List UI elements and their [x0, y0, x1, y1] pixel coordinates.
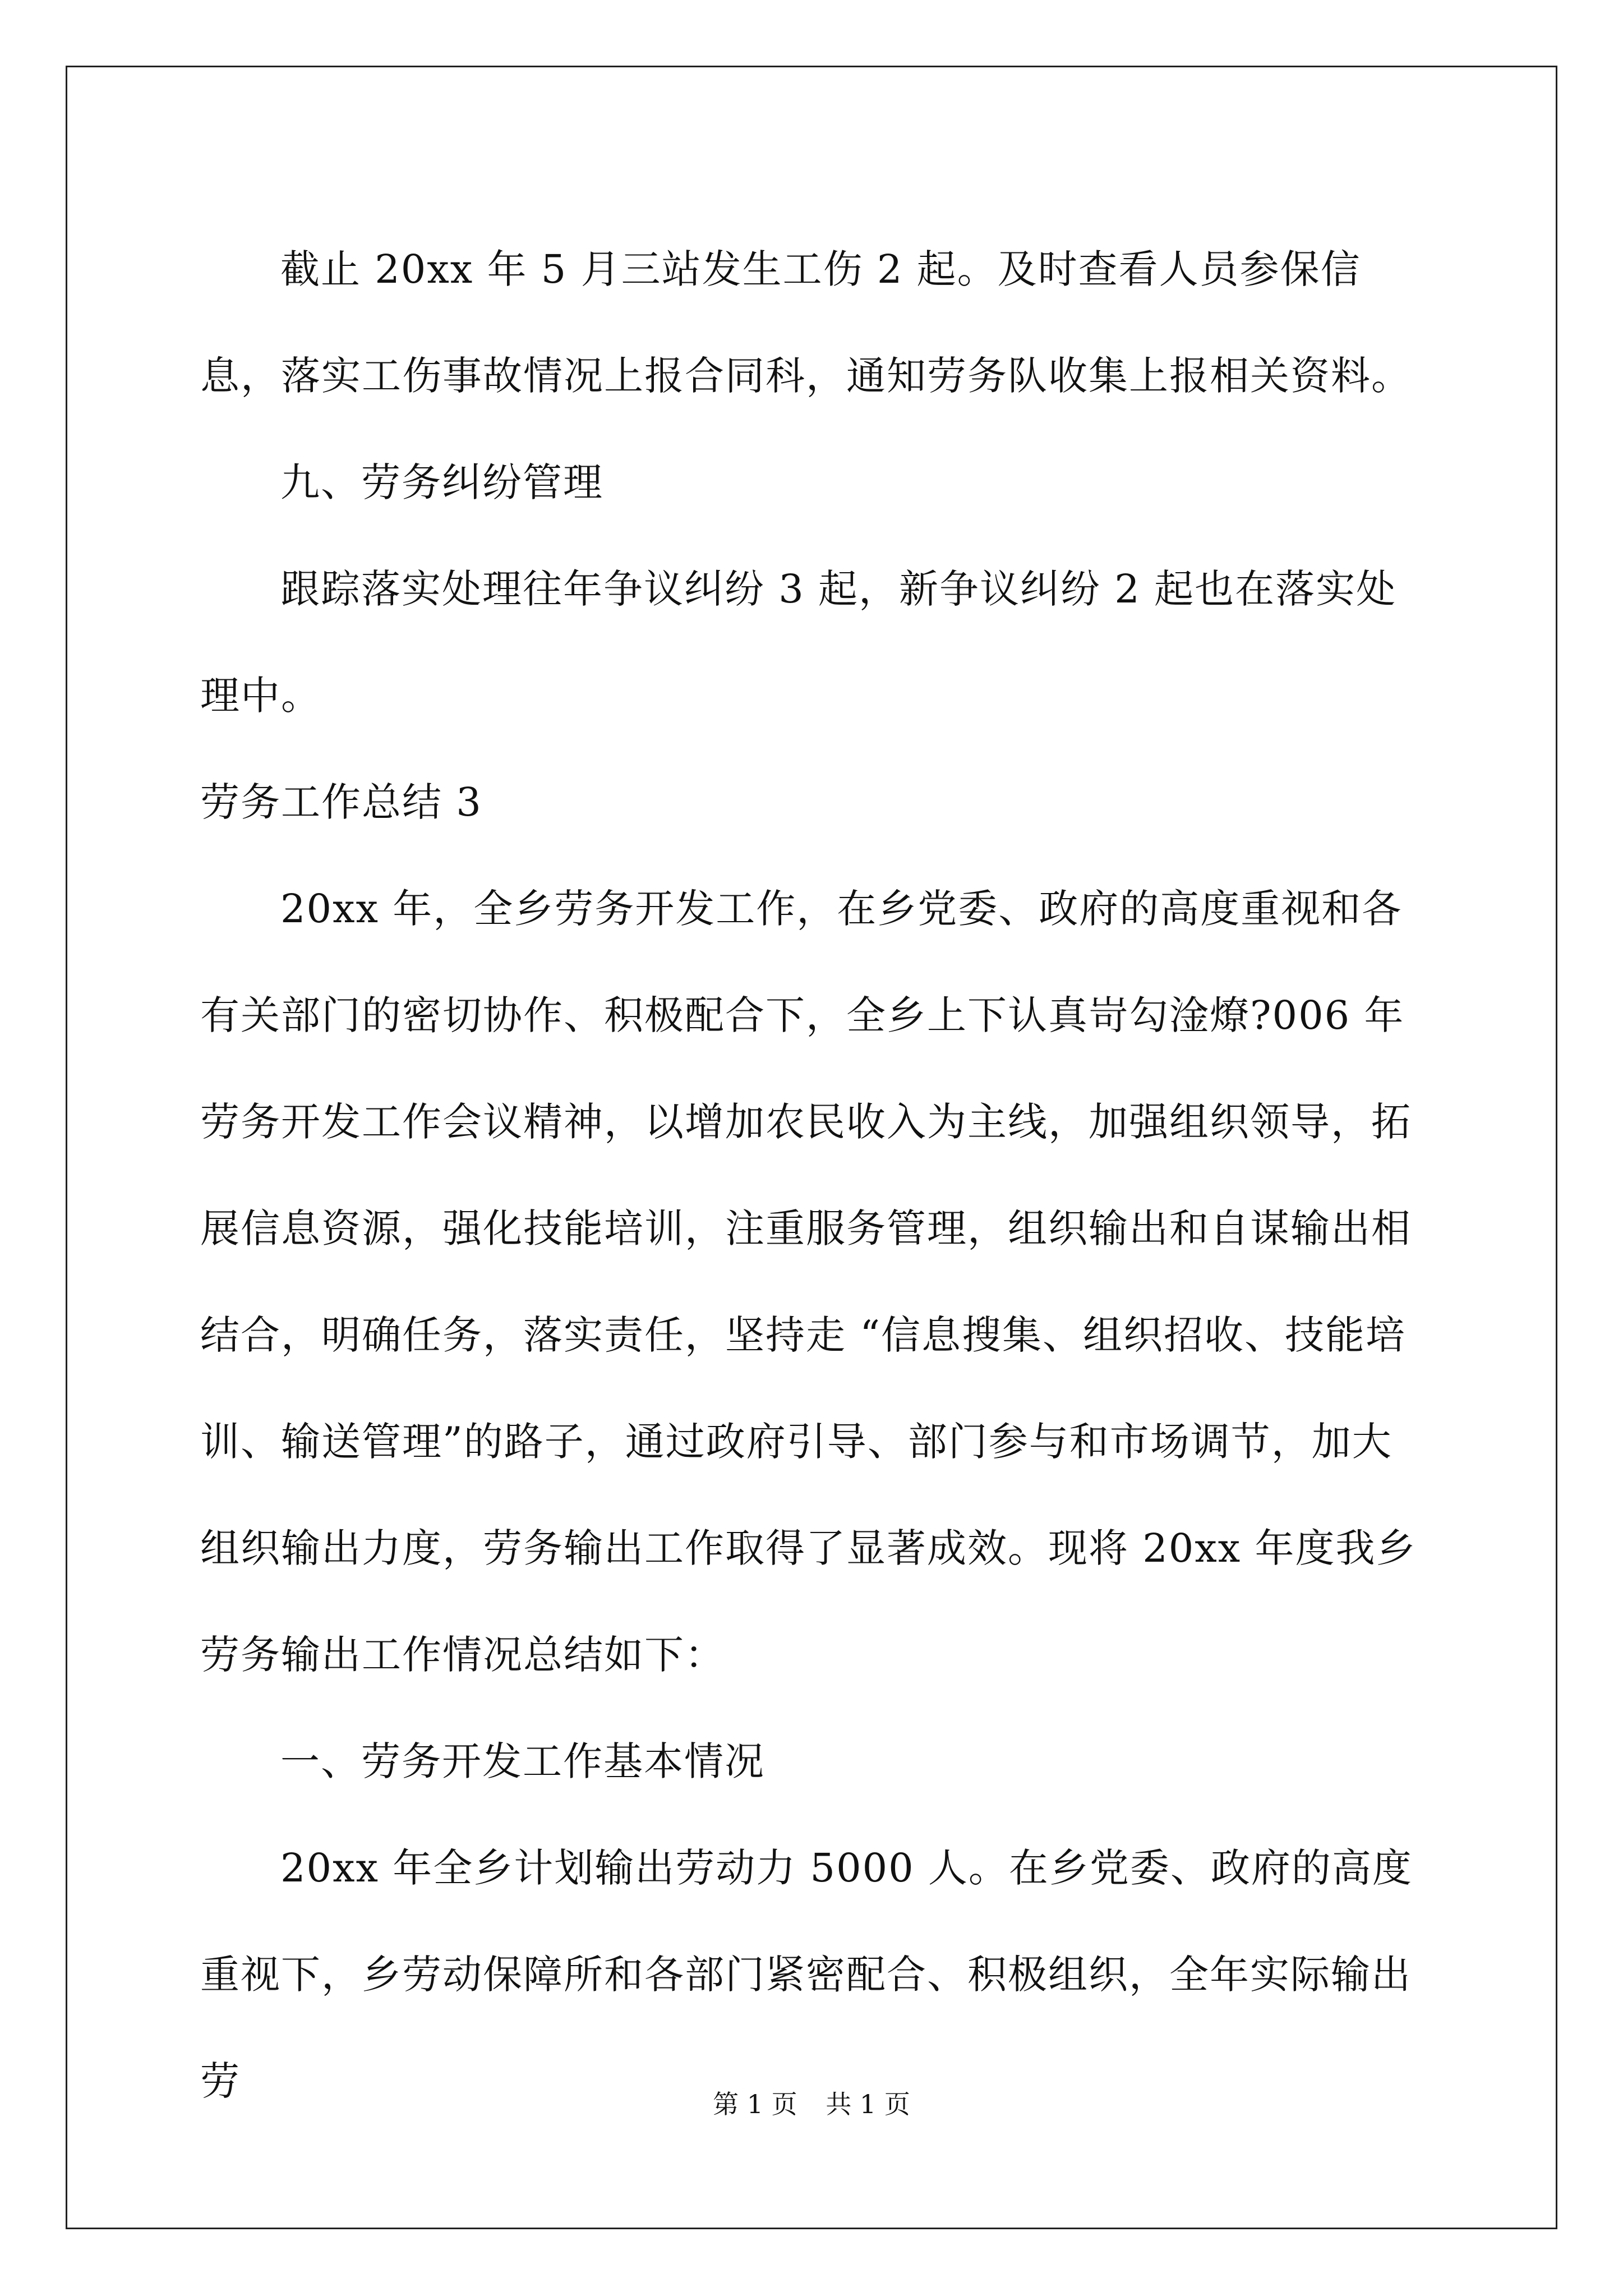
heading-labor-dispute: 九、劳务纠纷管理	[280, 459, 603, 505]
paragraph-basic-situation: 20xx 年全乡计划输出劳动力 5000 人。在乡党委、政府的高度重视下，乡劳动保障所和各部门紧密配合、积极组织，全年实际输出劳	[200, 1845, 1413, 2104]
document-body	[200, 216, 1428, 2134]
section-title: 劳务工作总结 3	[200, 779, 482, 825]
paragraph-labor-dispute: 跟踪落实处理往年争议纠纷 3 起，新争议纠纷 2 起也在落实处理中。	[200, 566, 1397, 719]
paragraph-summary-intro: 20xx 年，全乡劳务开发工作，在乡党委、政府的高度重视和各有关部门的密切协作、积极配合下，全乡上下认真岢勾淦燎?006 年劳务开发工作会议精神，以增加农民收入为主线，加强组织领导，拓展信息资源，强化技能培训，注重服务管理，组织输出和自谋输出相结合，明确任务，落实责任，坚持走 “信息搜集、组织招收、技能培训、输送管理”的路子，通过政府引导、部门参与和市场调节，加大组织输出力度，劳务输出工作取得了显著成效。现将 20xx 年度我乡劳务输出工作情况总结如下：	[200, 886, 1417, 1678]
page-number: 第 1 页	[713, 2089, 797, 2119]
heading-basic-situation: 一、劳务开发工作基本情况	[280, 1738, 765, 1784]
paragraph-work-injury: 截止 20xx 年 5 月三站发生工伤 2 起。及时查看人员参保信息，落实工伤事故情况上报合同科，通知劳务队收集上报相关资料。	[200, 246, 1412, 399]
page-footer	[0, 2084, 1623, 2121]
page-total: 共 1 页	[826, 2089, 910, 2119]
